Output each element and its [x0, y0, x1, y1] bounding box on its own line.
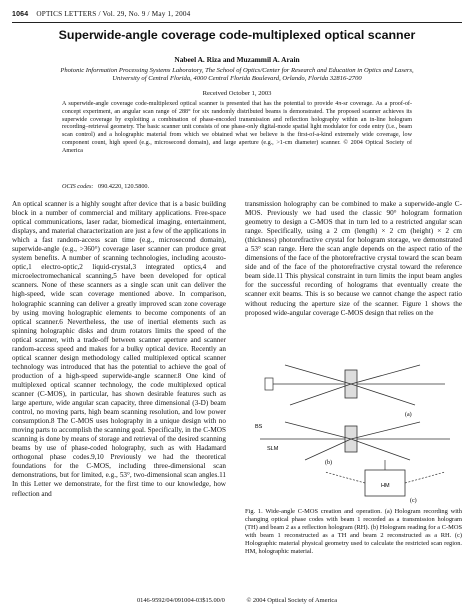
article-title: Superwide-angle coverage code-multiplexed optical scanner: [58, 28, 416, 42]
page-number: 1064: [12, 11, 29, 18]
page-footer: [0, 597, 474, 604]
running-header: [12, 10, 190, 18]
panel-c-diagram: [325, 460, 445, 504]
article-code: 0146-9592/04/091004-03$15.00/0: [136, 597, 225, 604]
abstract: A superwide-angle coverage code-multiplexed optical scanner is presented that has the potential to provide 4π-sr coverage. As a proof-of-concept experiment, an angular scan range of 288° for six randomly distributed beams is demonstrated. The proposed scanner achieves its superwide coverage by exploiting a combination of phase-encoded transmission and reflection holography within an in-line hologram recording–retrieval geometry. The basic scanner unit consists of one phase-only digital-mode spatial light modulator for code entry (i.e., beam scan control) and a holographic material from which we obtained what we believe is the first-of-a-kind extremely wide coverage, low component count, high speed (e.g., microsecond domain), and large aperture (e.g., >1-cm diameter) scanner. © 2004 Optical Society of America: [62, 101, 412, 154]
figure-1-diagram: [245, 360, 462, 506]
panel-a-label: (a): [405, 412, 412, 418]
figure-1-caption: Fig. 1. Wide-angle C-MOS creation and operation. (a) Hologram recording with changing optical phase codes with beam 1 recorded as a transmission hologram (TH) and beam 2 as a reflection hologram (RH). (b) Hologram reading for a C-MOS with beam 1 reconstructed as a TH and beam 2 reconstructed as a RH. (c) Holographic material physical geometry used to calculate the restricted scan region. HM, holographic material.: [245, 508, 462, 555]
authors: Nabeel A. Riza and Muzammil A. Arain: [174, 55, 300, 64]
panel-c-label: (c): [410, 498, 417, 504]
panel-a-diagram: [265, 365, 445, 418]
body-column-left: An optical scanner is a highly sought after device that is a basic building block in a number of commercial and military applications. Free-space optical communications, laser radar, biomedical imaging, entertainment, displays, and material characterization are just a few of the applications in which a fast random-access scan time (e.g., microsecond domain), superwide-angle (e.g., >360°) coverage laser scanner can produce great system benefits. A number of scanning technologies, including acousto-optic,1 electro-optic,2 liquid-crystal,3 integrated optics,4 and microelectromechanical scanning,5 have been developed for optical scanners. None of these scanners as a single scan unit can deliver the high-speed, wide scan coverage mentioned above. In comparison, holographic scanning can deliver a greatly improved scan zone coverage by using moving holographic elements to become components of an optical scanner.6 Nevertheless, the use of inertial elements such as spinning holographic disks and drum rotators limits the speed of the optical scanner, with a trade-off between scanner aperture and scanner random-access speed and makes for a bulky optical device. Recently an optical scanner design methodology called multiplexed optical scanner technology was introduced that has the potential to achieve the goal of production of a high-speed superwide-angle scanner.8 One kind of multiplexed optical scanner technology, the code multiplexed optical scanner (C-MOS), in particular, has shown desirable features such as large aperture, wide angular scan capacity, three dimensional (3-D) beam control, no moving parts, high beam scanning resolution, and low power consumption.8 The C-MOS uses holography in a unique design with no moving parts to accomplish the scanning goal. Specifically, in the C-MOS scanning is done by means of storage and retrieval of the desired scanning beams by use of phase-coded holography, such as with Hadamard orthogonal phase codes.9,10 Previously we had the theoretical foundations for the C-MOS, including three-dimensional scan demonstrations, but for limited, e.g., 53°, two-dimensional scan angles.11 In this Letter we demonstrate, for the first time to our knowledge, how reflection and: [12, 200, 226, 498]
ocis-label: OCIS codes:: [62, 183, 94, 190]
copyright: © 2004 Optical Society of America: [246, 597, 338, 604]
affiliation: Photonic Information Processing Systems Laboratory, The School of Optics/Center for Research and Education in Optics and Lasers, University of Central Florida, 4000 Central Florida Boulevard, Orlando, Florida 32816-2700: [60, 67, 414, 82]
ocis-codes: [62, 183, 149, 190]
header-rule: [12, 22, 462, 23]
received-date: Received October 1, 2003: [202, 90, 272, 97]
body-column-right: transmission holography can be combined to make a superwide-angle C-MOS. Previously we had used the classic 90° hologram formation geometry to design a C-MOS that in turn led to a restricted angular scan range. Specifically, using a 2 cm (length) × 2 cm (height) × 2 cm (thickness) photorefractive crystal for hologram storage, we demonstrated a 53° scan range. Here the scan angle depends on the aspect ratio of the dimensions of the face of the photorefractive crystal toward the scan beam side and of the face of the photorefractive crystal toward the reference beam side.11 This physical constraint in turn limits the input beam angles for the successful recording of holograms that eventually create the scanner exit beams. This is so because we cannot change the aspect ratio without reducing the aperture size of the scanner. Figure 1 shows the proposed wide-angular coverage C-MOS design that relies on the: [245, 200, 462, 317]
ocis-values: 090.4220, 120.5800.: [98, 183, 150, 190]
bs-label: BS: [255, 424, 263, 430]
panel-b-diagram: [255, 422, 450, 466]
slm-label: SLM: [267, 446, 279, 452]
panel-b-label: (b): [325, 460, 332, 466]
hm-label: HM: [381, 483, 390, 489]
slm-box-a: [265, 378, 273, 390]
journal-citation: OPTICS LETTERS / Vol. 29, No. 9 / May 1, 2004: [36, 10, 191, 18]
